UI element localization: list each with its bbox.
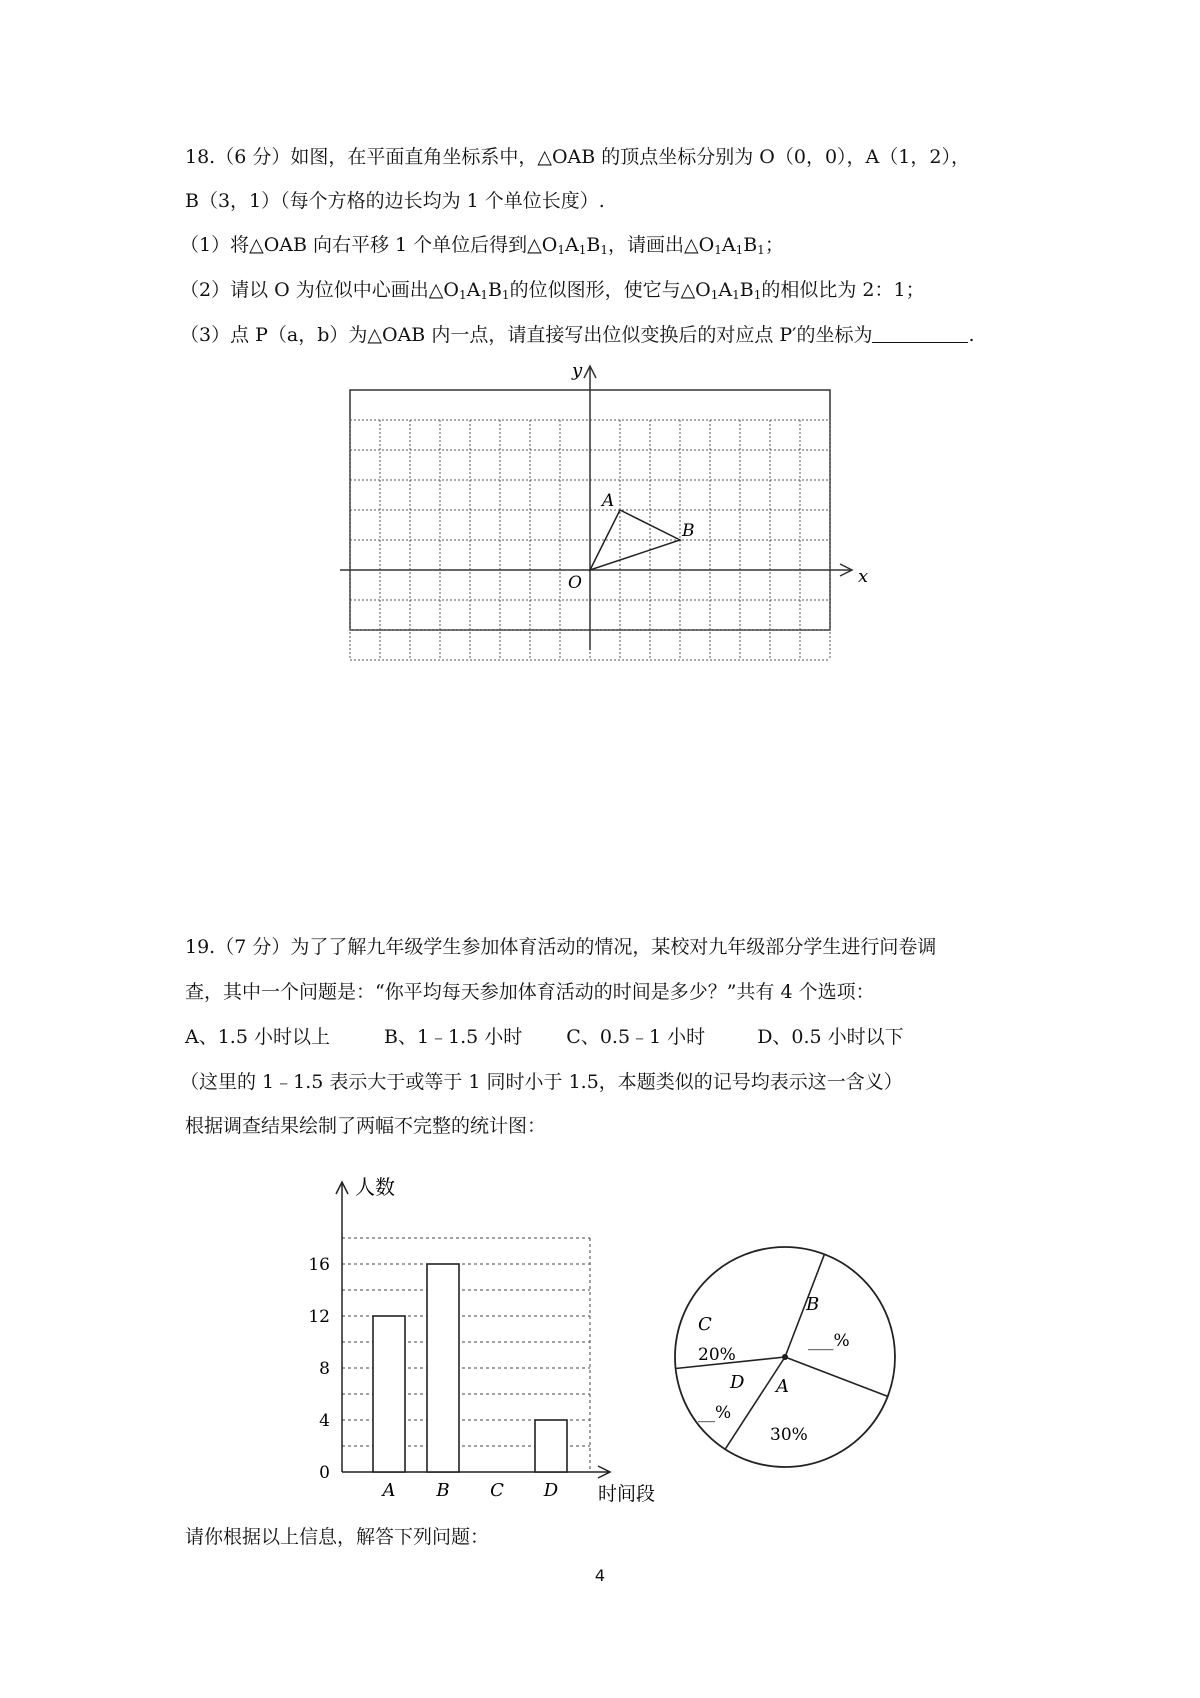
bar-x-axis-title: 时间段 [598, 1483, 656, 1505]
q19-line-1: 19.（7 分）为了了解九年级学生参加体育活动的情况，某校对九年级部分学生进行问卷调 [185, 936, 937, 958]
q18-part-1: （1）将△OAB 向右平移 1 个单位后得到$\triangle O_1A_1B_1$，请画出$\triangle O_1A_1B_1$； [180, 234, 784, 257]
q18-line-1: 18.（6 分）如图，在平面直角坐标系中，△OAB 的顶点坐标分别为 O（0，0），A（1，2）， [185, 146, 970, 168]
pie-chart [0, 1170, 1200, 1510]
answer-blank[interactable] [872, 324, 968, 343]
q19-intro: 根据调查结果绘制了两幅不完整的统计图： [185, 1115, 547, 1137]
origin-label: O [568, 573, 582, 593]
option-b: B、1﹣1.5 小时 [383, 1026, 523, 1048]
pie-value-b: ___% [808, 1331, 850, 1351]
pie-slice-border [785, 1357, 888, 1396]
pie-value-d: __% [698, 1403, 732, 1423]
q18-part-2: （2）请以 O 为位似中心画出$\triangle O_1A_1B_1$的位似图形，使它与$\triangle O_1A_1B_1$的相似比为 2：1； [180, 279, 925, 302]
bar-x-tick-label: B [436, 1480, 450, 1501]
point-a-label: A [602, 491, 615, 511]
bar-y-tick-label: 16 [308, 1255, 330, 1275]
bar-y-tick-label: 8 [319, 1359, 330, 1379]
bar-x-tick-label: C [490, 1480, 504, 1501]
pie-value-a: 30% [770, 1425, 808, 1445]
option-c: C、0.5﹣1 小时 [566, 1026, 706, 1048]
y-axis-label: y [572, 360, 583, 381]
bar-y-tick-label: 0 [319, 1463, 330, 1483]
x-axis-label: x [858, 566, 869, 587]
q19-note: （这里的 1﹣1.5 表示大于或等于 1 同时小于 1.5，本题类似的记号均表示这一含义） [180, 1071, 903, 1093]
bar-x-tick-label: A [382, 1480, 396, 1501]
pie-value-c: 20% [698, 1345, 736, 1365]
pie-label-d: D [730, 1372, 745, 1393]
q19-closing: 请你根据以上信息，解答下列问题： [185, 1526, 490, 1548]
bar-x-tick-label: D [543, 1480, 559, 1501]
page-number: 4 [594, 1566, 606, 1585]
option-a: A、1.5 小时以上 [185, 1026, 330, 1048]
option-d: D、0.5 小时以下 [757, 1026, 904, 1048]
q18-line-2: B（3，1）（每个方格的边长均为 1 个单位长度）. [185, 190, 605, 212]
point-b-label: B [682, 521, 695, 541]
bar-y-tick-label: 4 [319, 1411, 330, 1431]
pie-label-b: B [806, 1294, 820, 1315]
q19-options [185, 1025, 904, 1049]
pie-label-c: C [698, 1314, 712, 1335]
q19-line-2: 查，其中一个问题是：“你平均每天参加体育活动的时间是多少？”共有 4 个选项： [185, 981, 875, 1003]
coordinate-grid-figure [0, 360, 1200, 660]
pie-label-a: A [776, 1376, 789, 1397]
q18-part-3: （3）点 P（a，b）为△OAB 内一点，请直接写出位似变换后的对应点 P′的坐标为 . [180, 324, 975, 346]
bar-y-tick-label: 12 [308, 1307, 330, 1327]
bar-y-axis-title: 人数 [355, 1175, 395, 1199]
